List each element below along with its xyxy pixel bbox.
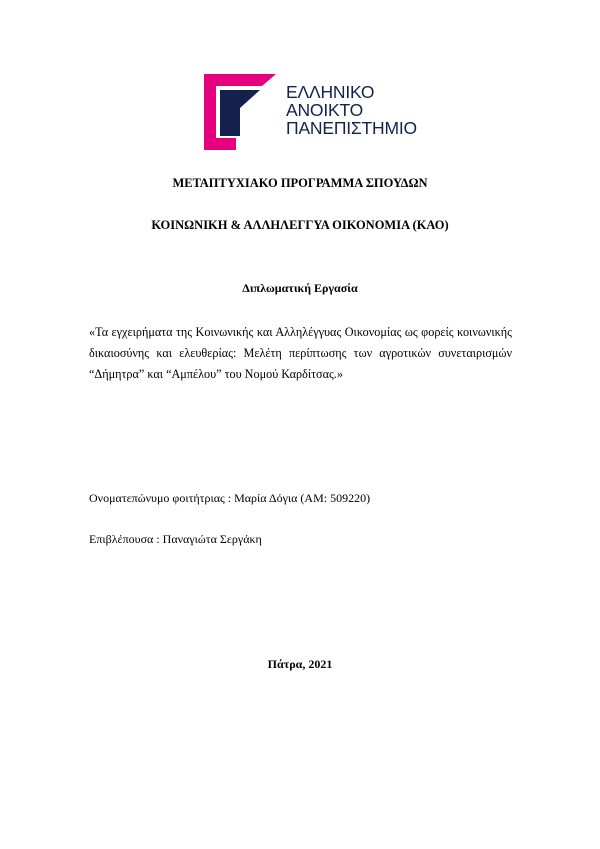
thesis-title-line-3: “Δήμητρα” και “Αμπέλου” του Νομού Καρδίτσας.» [89,367,343,381]
university-name-line-1: ΕΛΛΗΝΙΚΟ [286,82,375,102]
university-name [286,83,417,137]
program-heading: ΜΕΤΑΠΤΥΧΙΑΚΟ ΠΡΟΓΡΑΜΜΑ ΣΠΟΥΔΩΝ [172,176,428,190]
university-name-line-3: ΠΑΝΕΠΙΣΤΗΜΙΟ [286,118,417,138]
thesis-type-heading: Διπλωματική Εργασία [242,281,358,295]
student-name: Ονοματεπώνυμο φοιτήτριας : Μαρία Δόγια (ΑΜ: 509220) [89,491,371,505]
thesis-title-line-2: δικαιοσύνης και ελευθερίας: Μελέτη περίπτωσης των αγροτικών συνεταιρισμών [89,346,512,360]
university-name-line-2: ΑΝΟΙΚΤΟ [286,100,364,120]
track-heading: ΚΟΙΝΩΝΙΚΗ & ΑΛΛΗΛΕΓΓΥΑ ΟΙΚΟΝΟΜΙΑ (ΚΑΟ) [151,218,449,232]
thesis-title-line-1: «Τα εγχειρήματα της Κοινωνικής και Αλληλέγγυας Οικονομίας ως φορείς κοινωνικής [89,325,512,339]
place-date: Πάτρα, 2021 [267,657,333,671]
thesis-title [89,322,512,385]
supervisor-name: Επιβλέπουσα : Παναγιώτα Σεργάκη [89,532,262,546]
logo-mark-icon [200,72,286,152]
